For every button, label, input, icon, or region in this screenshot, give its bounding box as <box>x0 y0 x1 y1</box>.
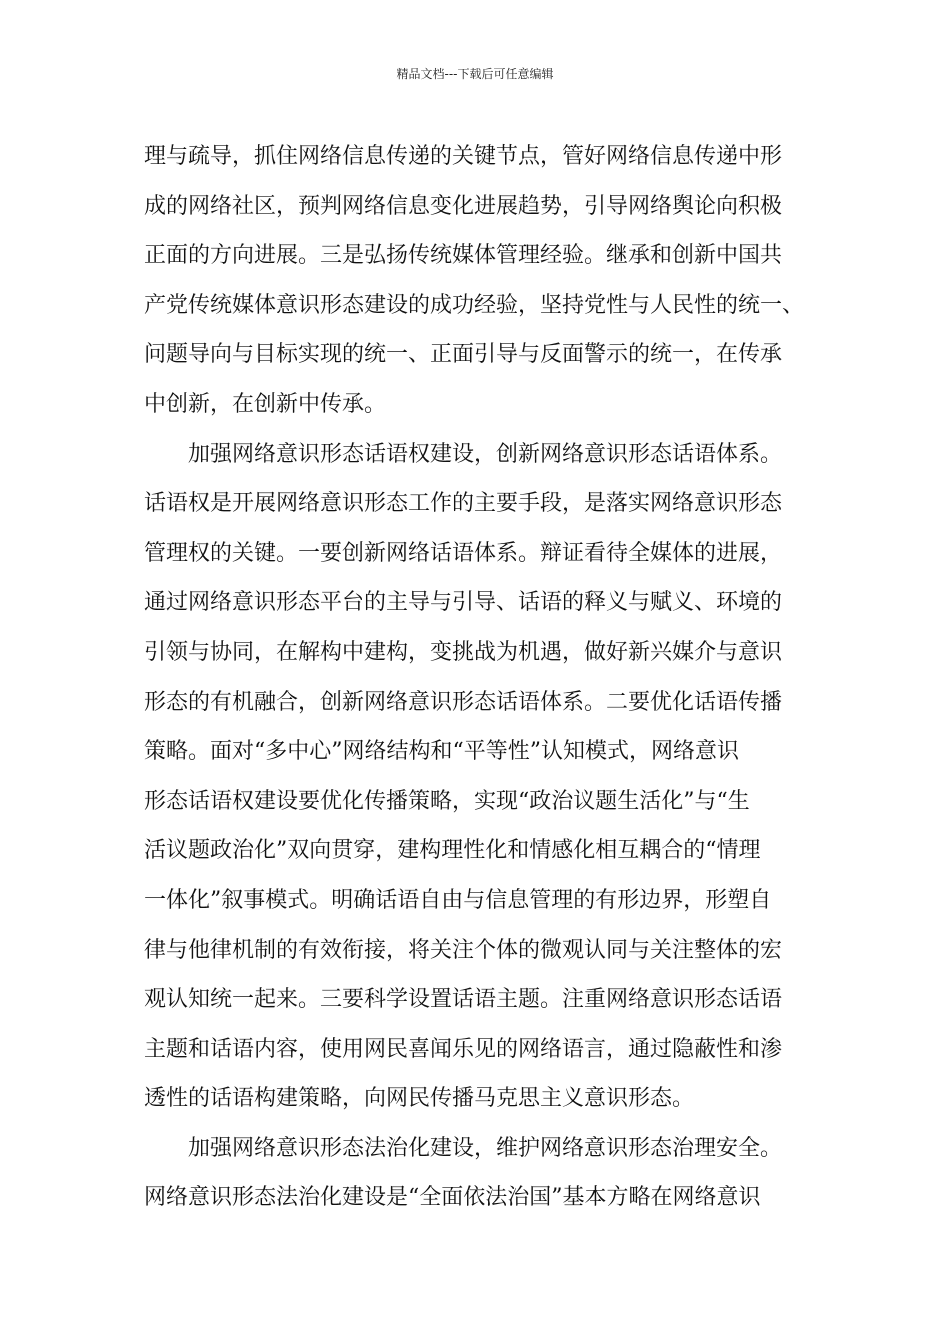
text-line: 话语权是开展网络意识形态工作的主要手段，是落实网络意识形态 <box>144 491 783 517</box>
text-line: 正面的方向进展。三是弘扬传统媒体管理经验。继承和创新中国共 <box>144 243 783 269</box>
text-line: 问题导向与目标实现的统一、正面引导与反面警示的统一，在传承 <box>144 342 783 368</box>
text-line: 成的网络社区，预判网络信息变化进展趋势，引导网络舆论向积极 <box>144 193 783 219</box>
document-body <box>144 132 824 1223</box>
text-line: 中创新，在创新中传承。 <box>144 391 387 417</box>
text-line: 策略。面对“多中心”网络结构和“平等性”认知模式，网络意识 <box>144 739 739 765</box>
text-line: 理与疏导，抓住网络信息传递的关键节点，管好网络信息传递中形 <box>144 144 783 169</box>
text-line: 透性的话语构建策略，向网民传播马克思主义意识形态。 <box>144 1086 695 1112</box>
paragraph-first-line: 加强网络意识形态话语权建设，创新网络意识形态话语体系。 <box>188 441 783 467</box>
text-line: 产党传统媒体意识形态建设的成功经验，坚持党性与人民性的统一、 <box>144 292 805 318</box>
text-line: 形态的有机融合，创新网络意识形态话语体系。二要优化话语传播 <box>144 689 783 715</box>
text-line: 管理权的关键。一要创新网络话语体系。辩证看待全媒体的进展， <box>144 540 783 566</box>
text-line: 网络意识形态法治化建设是“全面依法治国”基本方略在网络意识 <box>144 1185 761 1211</box>
text-line: 通过网络意识形态平台的主导与引导、话语的释义与赋义、环境的 <box>144 590 783 616</box>
text-line: 引领与协同，在解构中建构，变挑战为机遇，做好新兴媒介与意识 <box>144 639 783 665</box>
text-line: 形态话语权建设要优化传播策略，实现“政治议题生活化”与“生 <box>144 788 750 814</box>
text-line: 一体化”叙事模式。明确话语自由与信息管理的有形边界，形塑自 <box>144 887 772 913</box>
text-line: 活议题政治化”双向贯穿，建构理性化和情感化相互耦合的“情理 <box>144 838 761 864</box>
paragraph-first-line: 加强网络意识形态法治化建设，维护网络意识形态治理安全。 <box>188 1135 783 1161</box>
text-line: 观认知统一起来。三要科学设置话语主题。注重网络意识形态话语 <box>144 987 783 1013</box>
text-line: 主题和话语内容，使用网民喜闻乐见的网络语言，通过隐蔽性和渗 <box>144 1036 783 1062</box>
page-header: 精品文档---下载后可任意编辑 <box>396 67 554 81</box>
text-line: 律与他律机制的有效衔接，将关注个体的微观认同与关注整体的宏 <box>144 937 783 963</box>
